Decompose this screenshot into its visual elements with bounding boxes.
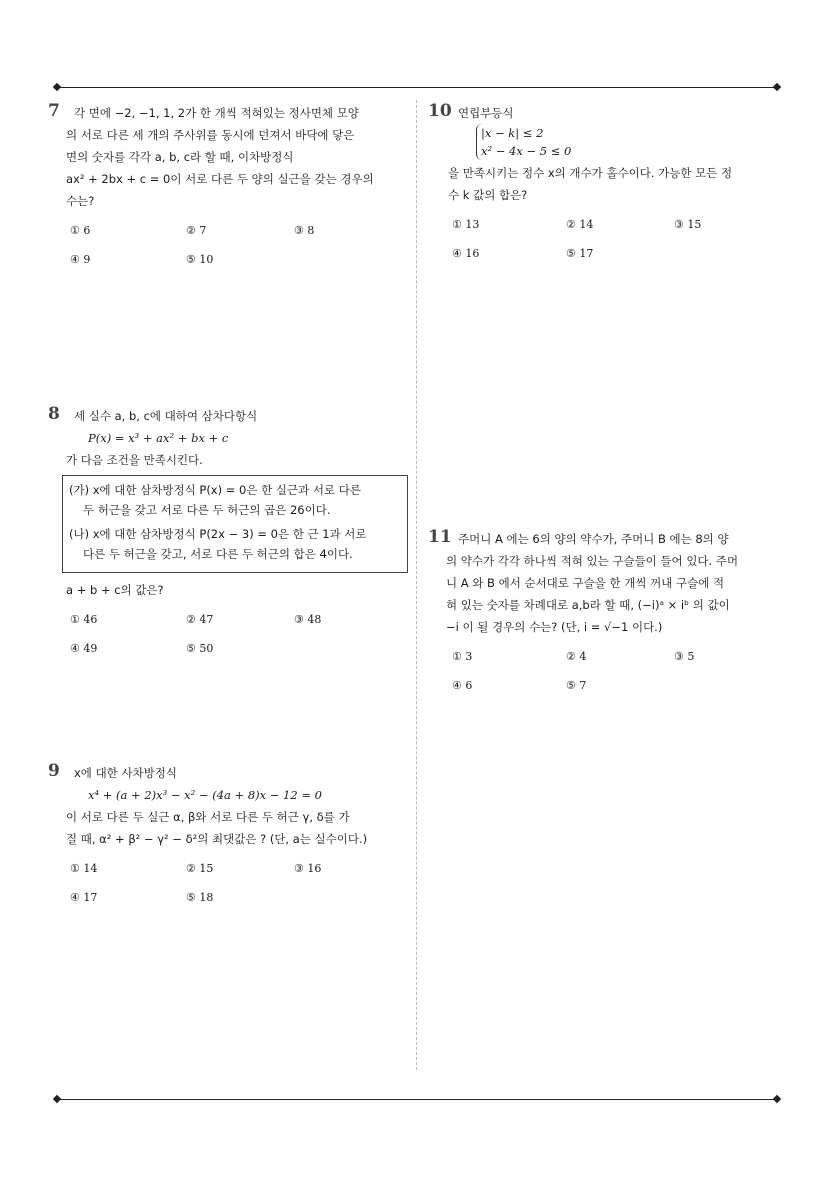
choice-3[interactable]: ③ 15 [674, 218, 702, 231]
choice-2[interactable]: ② 4 [566, 650, 587, 663]
choice-4[interactable]: ④ 16 [452, 247, 480, 260]
bottom-rule [57, 1099, 777, 1100]
choice-2[interactable]: ② 14 [566, 218, 594, 231]
answer-choices [66, 858, 401, 916]
choice-3[interactable]: ③ 8 [294, 224, 315, 237]
problem-text-line: 혀 있는 숫자를 차례대로 a,b라 할 때, (−i)ᵃ × iᵇ 의 값이 [446, 598, 730, 612]
polynomial-definition: P(x) = x³ + ax² + bx + c [88, 431, 229, 445]
problem-text-line: 니 A 와 B 에서 순서대로 구슬을 한 개씩 꺼내 구슬에 적 [446, 576, 725, 590]
choice-2[interactable]: ② 15 [186, 862, 214, 875]
choice-2[interactable]: ② 7 [186, 224, 207, 237]
problem-text-line: 가 다음 조건을 만족시킨다. [66, 453, 203, 467]
answer-choices [448, 214, 778, 272]
problem-text-line: 수 k 값의 합은? [448, 188, 528, 202]
problem-text-line: 을 만족시키는 정수 x의 개수가 홀수이다. 가능한 모든 정 [448, 166, 733, 180]
choice-1[interactable]: ① 13 [452, 218, 480, 231]
problem-title: 연립부등식 [458, 106, 514, 120]
problem-7 [48, 101, 401, 278]
condition-ga: (가) x에 대한 삼차방정식 P(x) = 0은 한 실근과 서로 다른 두 허근을 갖고 서로 다른 두 허근의 곱은 26이다. [69, 483, 361, 517]
bottom-rule-left-marker [53, 1095, 61, 1103]
answer-choices [66, 609, 401, 667]
problem-text-line: 주머니 A 에는 6의 양의 약수가, 주머니 B 에는 8의 양 [458, 532, 729, 546]
problem-9 [48, 761, 401, 916]
choice-1[interactable]: ① 14 [70, 862, 98, 875]
choice-1[interactable]: ① 6 [70, 224, 91, 237]
top-rule-left-marker [53, 83, 61, 91]
choice-2[interactable]: ② 47 [186, 613, 214, 626]
choice-4[interactable]: ④ 49 [70, 642, 98, 655]
inequality-system [476, 124, 571, 160]
problem-text-line: 이 서로 다른 두 실근 α, β와 서로 다른 두 허근 γ, δ를 가 [66, 810, 350, 824]
problem-question: a + b + c의 값은? [66, 583, 164, 597]
choice-1[interactable]: ① 46 [70, 613, 98, 626]
problem-11 [428, 527, 776, 704]
problem-number: 11 [428, 527, 452, 547]
choice-1[interactable]: ① 3 [452, 650, 473, 663]
problem-text-line: 각 면에 −2, −1, 1, 2가 한 개씩 적혀있는 정사면체 모양 [74, 106, 359, 120]
problem-10 [428, 101, 778, 272]
choice-5[interactable]: ⑤ 17 [566, 247, 594, 260]
problem-text-line: ax² + 2bx + c = 0이 서로 다른 두 양의 실근을 갖는 경우의 [66, 172, 374, 186]
inequality-2: x² − 4x − 5 ≤ 0 [481, 144, 572, 158]
choice-3[interactable]: ③ 16 [294, 862, 322, 875]
problem-text-line: 의 약수가 각각 하나씩 적혀 있는 구슬들이 들어 있다. 주머 [446, 554, 739, 568]
problem-number: 9 [48, 761, 60, 781]
choice-3[interactable]: ③ 48 [294, 613, 322, 626]
answer-choices [66, 220, 401, 278]
quartic-equation: x⁴ + (a + 2)x³ − x² − (4a + 8)x − 12 = 0 [88, 788, 322, 802]
problem-text-line: x에 대한 사차방정식 [74, 766, 177, 780]
choice-3[interactable]: ③ 5 [674, 650, 695, 663]
choice-4[interactable]: ④ 17 [70, 891, 98, 904]
problem-text-line: 질 때, α² + β² − γ² − δ²의 최댓값은 ? (단, a는 실수이다.) [66, 832, 368, 846]
problem-number: 10 [428, 101, 452, 121]
problem-text-line: 수는? [66, 194, 95, 208]
choice-5[interactable]: ⑤ 10 [186, 253, 214, 266]
problem-number: 8 [48, 404, 60, 424]
choice-5[interactable]: ⑤ 18 [186, 891, 214, 904]
problem-text-line: −i 이 될 경우의 수는? (단, i = √−1 이다.) [446, 620, 663, 634]
choice-4[interactable]: ④ 9 [70, 253, 91, 266]
answer-choices [446, 646, 776, 704]
conditions-box [62, 475, 408, 573]
bottom-rule-right-marker [773, 1095, 781, 1103]
problem-8 [48, 404, 401, 667]
inequality-1: |x − k| ≤ 2 [481, 126, 544, 140]
problem-text-line: 면의 숫자를 각각 a, b, c라 할 때, 이차방정식 [66, 150, 294, 164]
problem-text-line: 의 서로 다른 세 개의 주사위를 동시에 던져서 바닥에 닿은 [66, 128, 355, 142]
choice-4[interactable]: ④ 6 [452, 679, 473, 692]
condition-na: (나) x에 대한 삼차방정식 P(2x − 3) = 0은 한 근 1과 서로 다른 두 허근을 갖고, 서로 다른 두 허근의 합은 4이다. [69, 527, 367, 561]
problem-text-line: 세 실수 a, b, c에 대하여 삼차다항식 [74, 409, 258, 423]
top-rule [57, 87, 777, 88]
top-rule-right-marker [773, 83, 781, 91]
choice-5[interactable]: ⑤ 7 [566, 679, 587, 692]
column-divider [416, 100, 417, 1070]
choice-5[interactable]: ⑤ 50 [186, 642, 214, 655]
problem-number: 7 [48, 101, 60, 121]
